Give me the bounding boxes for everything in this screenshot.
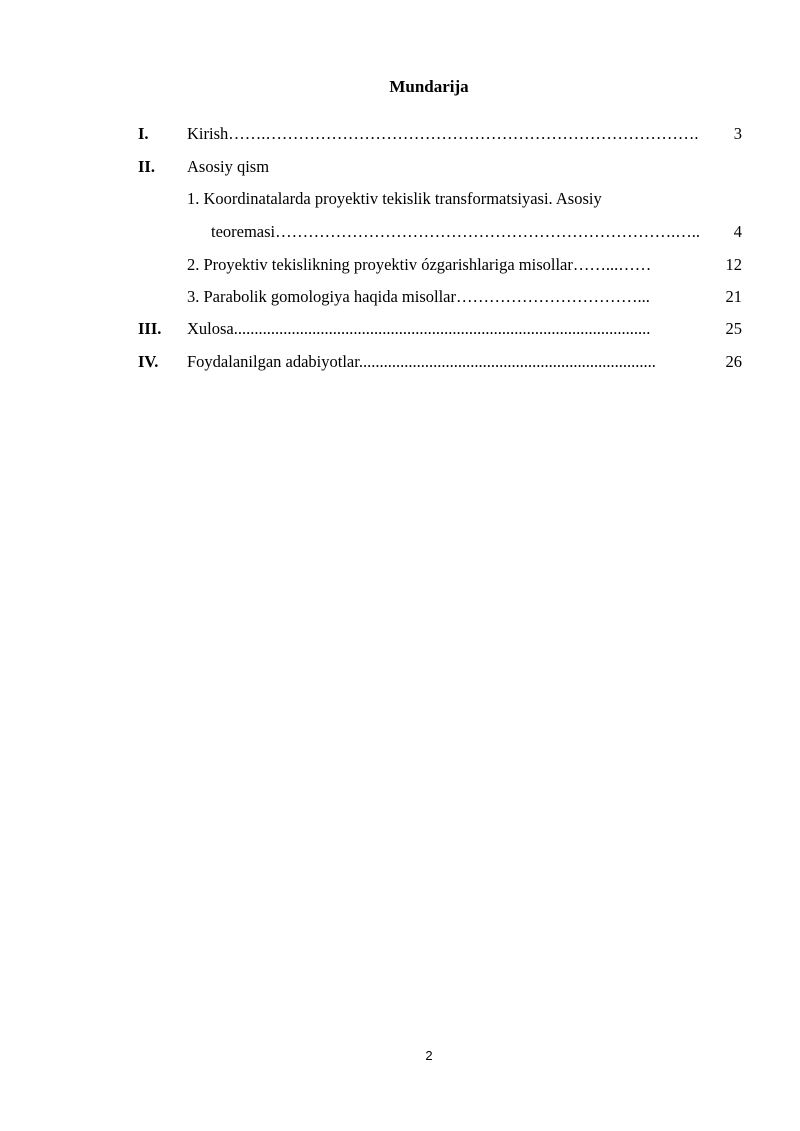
toc-entry-kirish: Kirish…….……………………………………………………………………. bbox=[187, 124, 699, 143]
toc-entry-xulosa: Xulosa..................................................................................................... bbox=[187, 319, 651, 338]
toc-subentry-2: 2. Proyektiv tekislikning proyektiv ózgarishlariga misollar……...…… bbox=[187, 255, 652, 274]
toc-page-subentry-2: 12 bbox=[725, 255, 742, 274]
toc-page-subentry-1: 4 bbox=[733, 222, 742, 241]
toc-subentry-1-line-2: teoremasi……………………………………………………………….….. bbox=[211, 222, 701, 241]
toc-subentry-3: 3. Parabolik gomologiya haqida misollar……………………………... bbox=[187, 287, 650, 306]
toc-entry-adabiyotlar: Foydalanilgan adabiyotlar........................................................................ bbox=[187, 352, 656, 371]
toc-numeral-1: I. bbox=[138, 124, 149, 143]
toc-numeral-3: III. bbox=[138, 319, 162, 338]
page-title: Mundarija bbox=[389, 77, 469, 96]
toc-page-subentry-3: 21 bbox=[725, 287, 742, 306]
toc-numeral-2: II. bbox=[138, 157, 155, 176]
toc-page-adabiyotlar: 26 bbox=[725, 352, 742, 371]
toc-page-xulosa: 25 bbox=[725, 319, 742, 338]
toc-page-kirish: 3 bbox=[733, 124, 742, 143]
toc-subentry-1-line-1: 1. Koordinatalarda proyektiv tekislik transformatsiyasi. Asosiy bbox=[187, 189, 602, 208]
toc-numeral-4: IV. bbox=[138, 352, 159, 371]
toc-entry-asosiy-qism: Asosiy qism bbox=[187, 157, 270, 176]
page-number-footer: 2 bbox=[425, 1048, 433, 1063]
